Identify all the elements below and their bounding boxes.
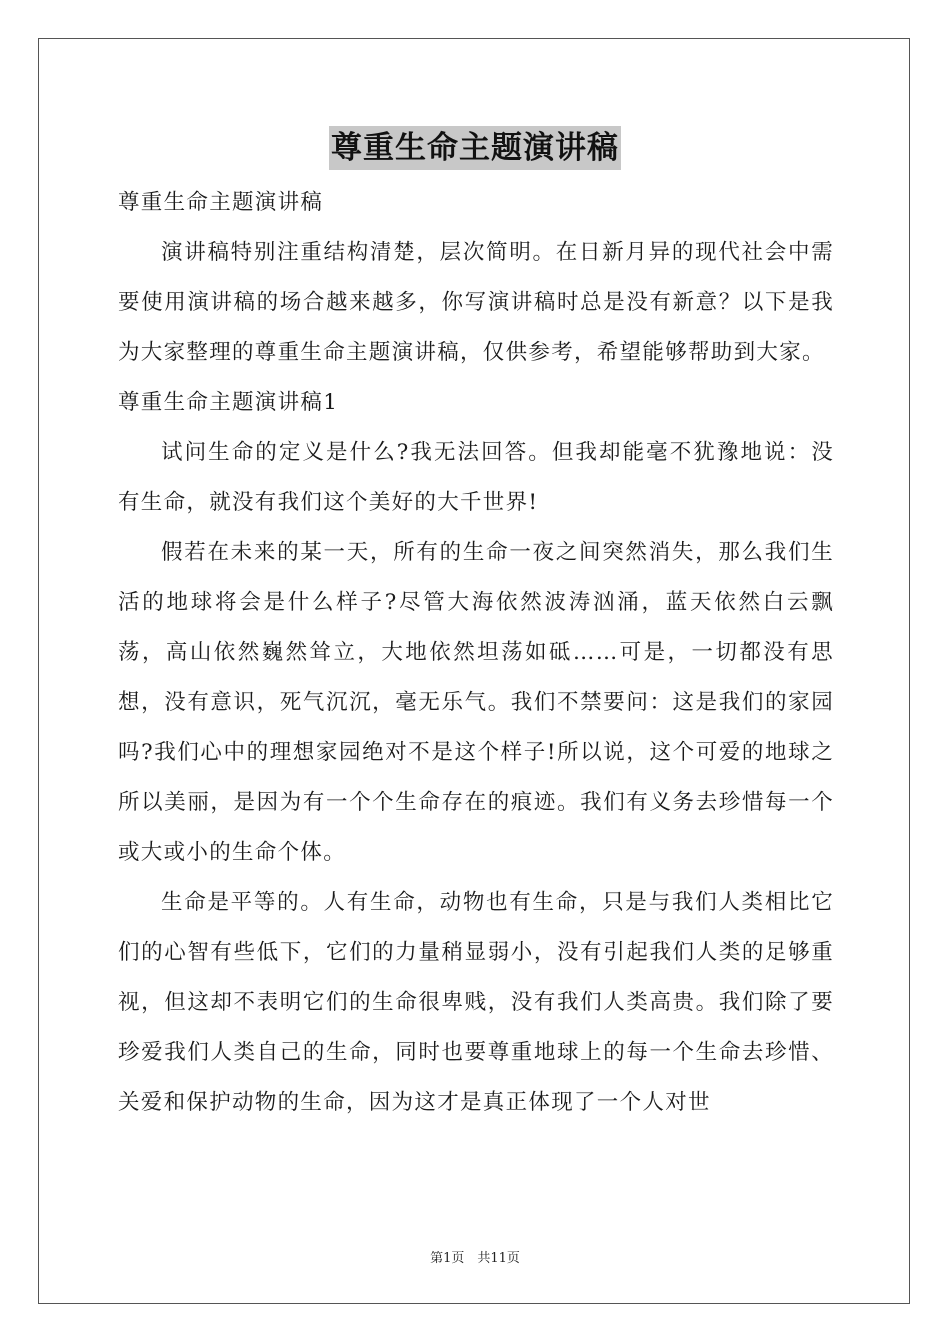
document-body: [118, 178, 834, 1128]
page-number-footer: 第1页 共11页: [430, 1251, 520, 1266]
document-title: 尊重生命主题演讲稿: [329, 126, 621, 170]
subtitle-paragraph: 尊重生命主题演讲稿: [118, 190, 324, 215]
section-heading: 尊重生命主题演讲稿1: [118, 390, 339, 415]
body-paragraph: 假若在未来的某一天，所有的生命一夜之间突然消失，那么我们生活的地球将会是什么样子?尽管大海依然波涛汹涌，蓝天依然白云飘荡，高山依然巍然耸立，大地依然坦荡如砥……可是，一切都没有思想，没有意识，死气沉沉，毫无乐气。我们不禁要问：这是我们的家园吗?我们心中的理想家园绝对不是这个样子!所以说，这个可爱的地球之所以美丽，是因为有一个个生命存在的痕迹。我们有义务去珍惜每一个或大或小的生命个体。: [118, 540, 834, 865]
body-paragraph: 生命是平等的。人有生命，动物也有生命，只是与我们人类相比它们的心智有些低下，它们的力量稍显弱小，没有引起我们人类的足够重视，但这却不表明它们的生命很卑贱，没有我们人类高贵。我们除了要珍爱我们人类自己的生命，同时也要尊重地球上的每一个生命去珍惜、关爱和保护动物的生命，因为这才是真正体现了一个人对世: [118, 890, 834, 1115]
body-paragraph: 试问生命的定义是什么?我无法回答。但我却能毫不犹豫地说：没有生命，就没有我们这个美好的大千世界!: [118, 440, 834, 515]
intro-paragraph: 演讲稿特别注重结构清楚，层次简明。在日新月异的现代社会中需要使用演讲稿的场合越来越多，你写演讲稿时总是没有新意？以下是我为大家整理的尊重生命主题演讲稿，仅供参考，希望能够帮助到大家。: [118, 240, 834, 365]
title-area: [0, 126, 950, 170]
